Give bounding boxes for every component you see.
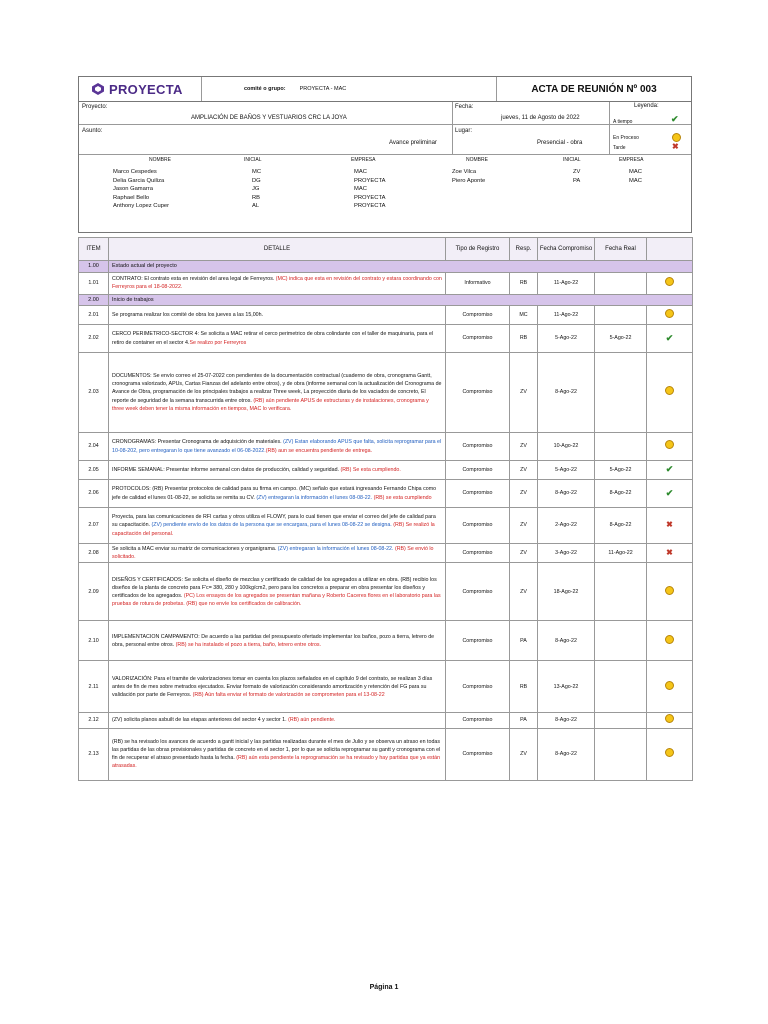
table-row [79, 728, 693, 780]
table-row [79, 306, 693, 325]
participant-inicial: ZV [573, 169, 581, 175]
item-tipo: Compromiso [446, 508, 510, 544]
table-row [79, 508, 693, 544]
table-row [79, 544, 693, 563]
item-status [647, 272, 693, 294]
item-fecha-real [595, 713, 647, 728]
item-status [647, 621, 693, 661]
comite-label: comité o grupo: [244, 86, 286, 92]
item-fecha-compromiso: 13-Ago-22 [538, 661, 595, 713]
items-table [78, 237, 693, 781]
x-icon: ✖ [666, 520, 673, 530]
table-row [79, 461, 693, 480]
item-fecha-compromiso: 8-Ago-22 [538, 353, 595, 433]
header-item: ITEM [79, 238, 109, 261]
circle-icon [665, 586, 674, 595]
item-detail: (RB) se ha revisado los avances de acuerdo a gantt inicial y las partidas realizadas durante el mes de Julio y se observa un atraso en todas las partidas de las obras provisionales y partidas de concreto en el sector 1, por lo que se solicita reprogramar su gantt y cronograma con el fin de recuperar el atraso presentado hasta la fecha. (RB) aún esta pendiente la reprogramación se ha revisado y hay partidas que ya están atrasadas. [109, 728, 446, 780]
item-fecha-compromiso: 11-Ago-22 [538, 306, 595, 325]
header-fecha-compromiso: Fecha Compromiso [538, 238, 595, 261]
item-resp: PA [510, 621, 538, 661]
page-footer: Página 1 [369, 984, 399, 991]
participant-empresa: MAC [629, 169, 642, 175]
item-resp: RB [510, 325, 538, 353]
item-detail: Se programa realizar los comité de obra los jueves a las 15,00h. [109, 306, 446, 325]
item-resp: PA [510, 713, 538, 728]
table-row [79, 713, 693, 728]
participant-empresa: PROYECTA [354, 177, 386, 184]
item-fecha-compromiso: 18-Ago-22 [538, 563, 595, 621]
item-fecha-compromiso: 5-Ago-22 [538, 325, 595, 353]
item-resp: ZV [510, 728, 538, 780]
item-fecha-real: 11-Ago-22 [595, 544, 647, 563]
participant-inicial: DG [252, 177, 261, 184]
proyecto-label: Proyecto: [82, 104, 108, 110]
leyenda-title: Leyenda: [634, 103, 659, 109]
header-tipo: Tipo de Registro [446, 238, 510, 261]
col-nombre-left: NOMBRE [149, 157, 171, 163]
check-icon: ✔ [665, 332, 674, 343]
item-tipo: Compromiso [446, 661, 510, 713]
section-item: 1.00 [79, 261, 109, 273]
item-detail: Proyecta, para las comunicaciones de RFI cartas y otros utiliza el FLOWY, para lo cual tienen que enviar el correo del jefe de calidad para su capacitación. (ZV) pendiente envío de los datos de la persona que se encargara, para el lunes 08-08-22 se designa. (RB) Se realizó la capacitación del personal. [109, 508, 446, 544]
item-detail: CRONOGRAMAS: Presentar Cronograma de adquisición de materiales. (ZV) Estan elaborando APUS que falta, solicita reprogramar para el 10-08-202, pero entregaran lo que tiene avanzado el 06-08-2022.(RB) aun se encuentra pendiente de entrega. [109, 433, 446, 461]
item-fecha-real [595, 433, 647, 461]
item-resp: RB [510, 661, 538, 713]
item-number: 2.01 [79, 306, 109, 325]
item-resp: RB [510, 272, 538, 294]
item-fecha-real: 5-Ago-22 [595, 325, 647, 353]
circle-icon [665, 681, 674, 690]
circle-icon [665, 277, 674, 286]
item-tipo: Compromiso [446, 563, 510, 621]
item-fecha-real: 8-Ago-22 [595, 508, 647, 544]
participant-nombre: Anthony Lopez Cuper [113, 203, 170, 209]
item-fecha-compromiso: 5-Ago-22 [538, 461, 595, 480]
item-number: 2.08 [79, 544, 109, 563]
item-detail: IMPLEMENTACION CAMPAMENTO: De acuerdo a las partidas del presupuesto ofertado implementar los baños, pozo a tierra, letrero de obra, personal entre otros. (RB) se ha instalado el pozo a tierra, baño, letrero entre otros. [109, 621, 446, 661]
col-nombre-right: NOMBRE [466, 157, 488, 163]
section-item: 2.00 [79, 294, 109, 306]
item-status [647, 433, 693, 461]
item-fecha-compromiso: 8-Ago-22 [538, 728, 595, 780]
participant-nombre: Jason Gamarra [113, 186, 153, 192]
item-resp: ZV [510, 461, 538, 480]
item-detail: CERCO PERIMETRICO-SECTOR 4: Se solicita a MAC retirar el cerco perimetrico de obra colindante con el taller de maquinaria, para el retiro de container en el sector 4.Se realizo por Ferreyros [109, 325, 446, 353]
x-icon: ✖ [666, 548, 673, 558]
item-fecha-compromiso: 8-Ago-22 [538, 621, 595, 661]
item-fecha-real [595, 306, 647, 325]
item-status [647, 480, 693, 508]
item-status [647, 713, 693, 728]
item-fecha-real [595, 661, 647, 713]
item-number: 2.11 [79, 661, 109, 713]
check-icon: ✔ [665, 487, 674, 498]
item-resp: ZV [510, 563, 538, 621]
table-header-row [79, 238, 693, 261]
table-row [79, 563, 693, 621]
item-number: 2.09 [79, 563, 109, 621]
fecha-value: jueves, 11 de Agosto de 2022 [501, 115, 580, 121]
section-title: Estado actual del proyecto [109, 261, 693, 273]
item-number: 1.01 [79, 272, 109, 294]
item-status [647, 508, 693, 544]
item-status [647, 661, 693, 713]
header-detalle: DETALLE [109, 238, 446, 261]
item-detail: CONTRATO: El contrato esta en revisión del area legal de Ferreyros. (MC) indica que esta en revisión del contrato y estara coordinando con Ferreyros para el 18-08-2022. [109, 272, 446, 294]
item-tipo: Informativo [446, 272, 510, 294]
leyenda-en-proceso: En Proceso [613, 135, 639, 141]
item-tipo: Compromiso [446, 353, 510, 433]
item-fecha-real: 5-Ago-22 [595, 461, 647, 480]
circle-icon [665, 748, 674, 757]
item-resp: ZV [510, 480, 538, 508]
table-row [79, 661, 693, 713]
section-row [79, 294, 693, 306]
circle-icon [665, 635, 674, 644]
item-number: 2.12 [79, 713, 109, 728]
col-inicial-left: INICIAL [244, 157, 262, 163]
item-resp: ZV [510, 544, 538, 563]
item-fecha-real [595, 563, 647, 621]
item-status [647, 461, 693, 480]
item-status [647, 728, 693, 780]
item-status [647, 353, 693, 433]
document-header [78, 76, 692, 102]
circle-icon [665, 440, 674, 449]
table-row [79, 353, 693, 433]
item-number: 2.02 [79, 325, 109, 353]
items-body [79, 261, 693, 781]
item-fecha-real [595, 728, 647, 780]
item-number: 2.04 [79, 433, 109, 461]
item-number: 2.13 [79, 728, 109, 780]
asunto-label: Asunto: [82, 128, 103, 134]
item-resp: ZV [510, 433, 538, 461]
item-tipo: Compromiso [446, 621, 510, 661]
item-resp: ZV [510, 508, 538, 544]
item-fecha-compromiso: 10-Ago-22 [538, 433, 595, 461]
participant-nombre: Delia Garcia Quiliza [113, 177, 165, 184]
item-resp: MC [510, 306, 538, 325]
participant-nombre: Piero Aponte [452, 177, 486, 184]
header-status [647, 238, 693, 261]
table-row [79, 325, 693, 353]
circle-icon [665, 309, 674, 318]
participant-nombre: Zoe Vilca [452, 169, 477, 175]
item-number: 2.07 [79, 508, 109, 544]
item-detail: (ZV) solicita planos asbuilt de las etapas anteriores del sector 4 y sector 1. (RB) aún pendiente. [109, 713, 446, 728]
col-inicial-right: INICIAL [563, 157, 581, 163]
col-empresa-right: EMPRESA [619, 157, 644, 163]
lugar-label: Lugar: [455, 128, 473, 134]
participant-empresa: MAC [354, 169, 367, 175]
proyecta-logo-icon [91, 82, 105, 96]
item-tipo: Compromiso [446, 728, 510, 780]
circle-icon [665, 386, 674, 395]
item-tipo: Compromiso [446, 433, 510, 461]
section-title: Inicio de trabajos [109, 294, 693, 306]
item-detail: DOCUMENTOS: Se envío correo el 25-07-2022 con pendientes de la documentación contractual (cuaderno de obra, cronograma Gantt, cronograma valorizado, APUs, Cartas Fianzas del adelanto entre otros), y de obra (informe semanal con la actualización del Cronograma de Avance de Obra, programación de los principales trabajos a realizar Three week, La proyección diaria de los vaciados de concreto, El reporte de seguridad de la semana transcurrida entre otros. (RB) aún pendiente APUS de estructuras y de instalaciones, cronograma y three week deben tener la misma información en tiempos, MAC lo verificara. [109, 353, 446, 433]
item-fecha-compromiso: 8-Ago-22 [538, 480, 595, 508]
table-row [79, 480, 693, 508]
x-icon: ✖ [672, 142, 679, 151]
item-fecha-real [595, 272, 647, 294]
table-row [79, 621, 693, 661]
circle-icon [665, 714, 674, 723]
item-detail: INFORME SEMANAL: Presentar informe semanal con datos de producción, calidad y seguridad. (RB) Se esta cumpliendo. [109, 461, 446, 480]
item-tipo: Compromiso [446, 461, 510, 480]
item-fecha-compromiso: 3-Ago-22 [538, 544, 595, 563]
check-icon: ✔ [665, 464, 674, 475]
leyenda-a-tiempo: A tiempo [613, 119, 633, 125]
comite-group [202, 77, 496, 101]
item-number: 2.05 [79, 461, 109, 480]
header-fecha-real: Fecha Real [595, 238, 647, 261]
item-fecha-real: 8-Ago-22 [595, 480, 647, 508]
participant-empresa: MAC [629, 177, 642, 184]
table-row [79, 272, 693, 294]
item-detail: DISEÑOS Y CERTIFICADOS: Se solicita el diseño de mezclas y certificado de calidad de los agregados a utilizar en obra. (RB) recibio los diseños de la planta de concreto para F'c= 380, 280 y 100kg/cm2, pero para los concretos a preparar en obra presentar los diseños y certificados de los agregados. (PC) Los ensayos de los agregados se presentan mañana y Roberto Caceres flores en el laboratorio para las pruebas de rotura de probetas. (RB) que no envíe los certificados de calibración. [109, 563, 446, 621]
item-tipo: Compromiso [446, 544, 510, 563]
participant-inicial: RB [252, 194, 261, 201]
acta-title: ACTA DE REUNIÓN Nº 003 [496, 77, 691, 101]
header-resp: Resp. [510, 238, 538, 261]
item-number: 2.10 [79, 621, 109, 661]
acta-page [78, 76, 692, 781]
fecha-label: Fecha: [455, 104, 474, 110]
participant-inicial: PA [573, 177, 581, 184]
participant-empresa: PROYECTA [354, 194, 386, 201]
participant-inicial: MC [252, 169, 262, 175]
participant-nombre: Raphael Bello [113, 194, 150, 201]
item-fecha-compromiso: 8-Ago-22 [538, 713, 595, 728]
item-detail: Se solicita a MAC enviar su matriz de comunicaciones y organigrama. (ZV) entregaran la información el lunes 08-08-22. (RB) Se envió lo solicitado. [109, 544, 446, 563]
item-tipo: Compromiso [446, 325, 510, 353]
participant-inicial: JG [252, 186, 260, 192]
table-row [79, 433, 693, 461]
item-tipo: Compromiso [446, 713, 510, 728]
comite-value: PROYECTA - MAC [299, 86, 347, 92]
col-empresa-left: EMPRESA [351, 157, 376, 163]
item-fecha-compromiso: 2-Ago-22 [538, 508, 595, 544]
item-fecha-real [595, 353, 647, 433]
item-tipo: Compromiso [446, 306, 510, 325]
item-detail: PROTOCOLOS: (RB) Presentar protocolos de calidad para su firma en campo. (MC) señalo que estará ingresando Fernando Chipa como jefe de calidad el lunes 01-08-22, se solicita se remita su CV. (ZV) entregaran la información el lunes 08-08-22. (RB) se esta cumpliendo [109, 480, 446, 508]
item-status [647, 563, 693, 621]
item-status [647, 544, 693, 563]
item-fecha-compromiso: 11-Ago-22 [538, 272, 595, 294]
meeting-info [78, 102, 692, 233]
check-icon: ✔ [671, 114, 679, 124]
lugar-value: Presencial - obra [537, 140, 583, 146]
item-detail: VALORIZACIÓN: Para el tramite de valorizaciones tomar en cuenta los plazos señalados en el capítulo 9 del contrato, se realizan 3 días antes de fin de mes sobre metrados ejecutados. Enviar formato de valorización considerando amortización y retención del FG para su validación por parte de Ferreyros. (RB) Aún falta enviar el formato de valorización se comprometen para el 13-08-22 [109, 661, 446, 713]
item-resp: ZV [510, 353, 538, 433]
participant-inicial: AL [252, 203, 260, 209]
participant-empresa: PROYECTA [354, 203, 386, 209]
item-status [647, 306, 693, 325]
item-status [647, 325, 693, 353]
item-number: 2.03 [79, 353, 109, 433]
section-row [79, 261, 693, 273]
item-fecha-real [595, 621, 647, 661]
asunto-value: Avance preliminar [389, 140, 437, 146]
proyecto-value: AMPLIACIÓN DE BAÑOS Y VESTUARIOS CRC LA JOYA [191, 115, 347, 121]
leyenda-tarde: Tarde [613, 145, 626, 151]
item-number: 2.06 [79, 480, 109, 508]
logo [79, 77, 202, 101]
participant-empresa: MAC [354, 186, 367, 192]
participant-nombre: Marco Cespedes [113, 169, 157, 175]
logo-text: PROYECTA [109, 81, 183, 97]
item-tipo: Compromiso [446, 480, 510, 508]
